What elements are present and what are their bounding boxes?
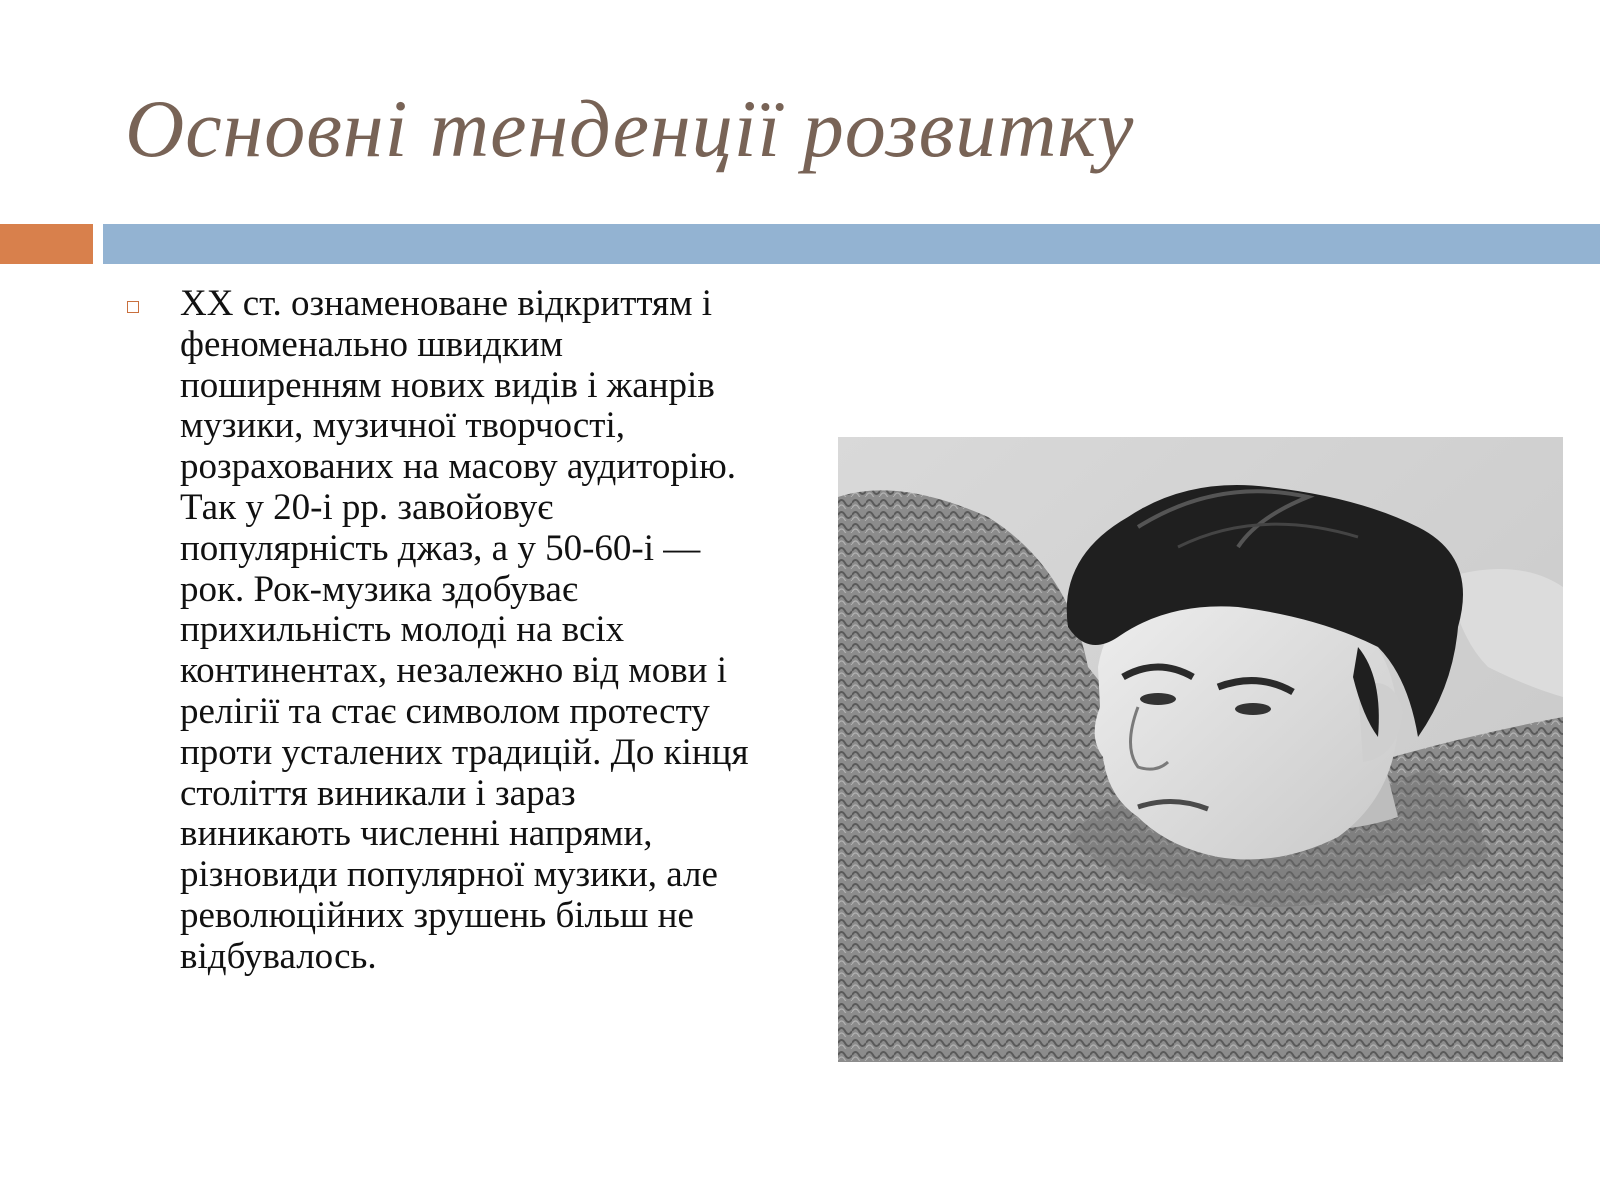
portrait-photo — [838, 437, 1563, 1062]
accent-bar-blue — [103, 224, 1600, 264]
accent-bar-orange — [0, 224, 93, 264]
slide-title: Основні тенденції розвитку — [125, 83, 1135, 174]
bullet-square-icon — [127, 301, 139, 313]
bullet-text: ХХ ст. ознаменоване відкриттям і феноменально швидким поширенням нових видів і жанрів музики, музичної творчості, розрахованих на масову аудиторію. Так у 20-і рр. завойовує популярність джаз, а у 50-60-і — рок. Рок-музика здобуває прихильність молоді на всіх континентах, незалежно від мови і релігії та стає символом протесту проти усталених традицій. До кінця століття виникали і зараз виникають численні напрями, різновиди популярної музики, але революційних зрушень більш не відбувалось. — [180, 283, 749, 977]
